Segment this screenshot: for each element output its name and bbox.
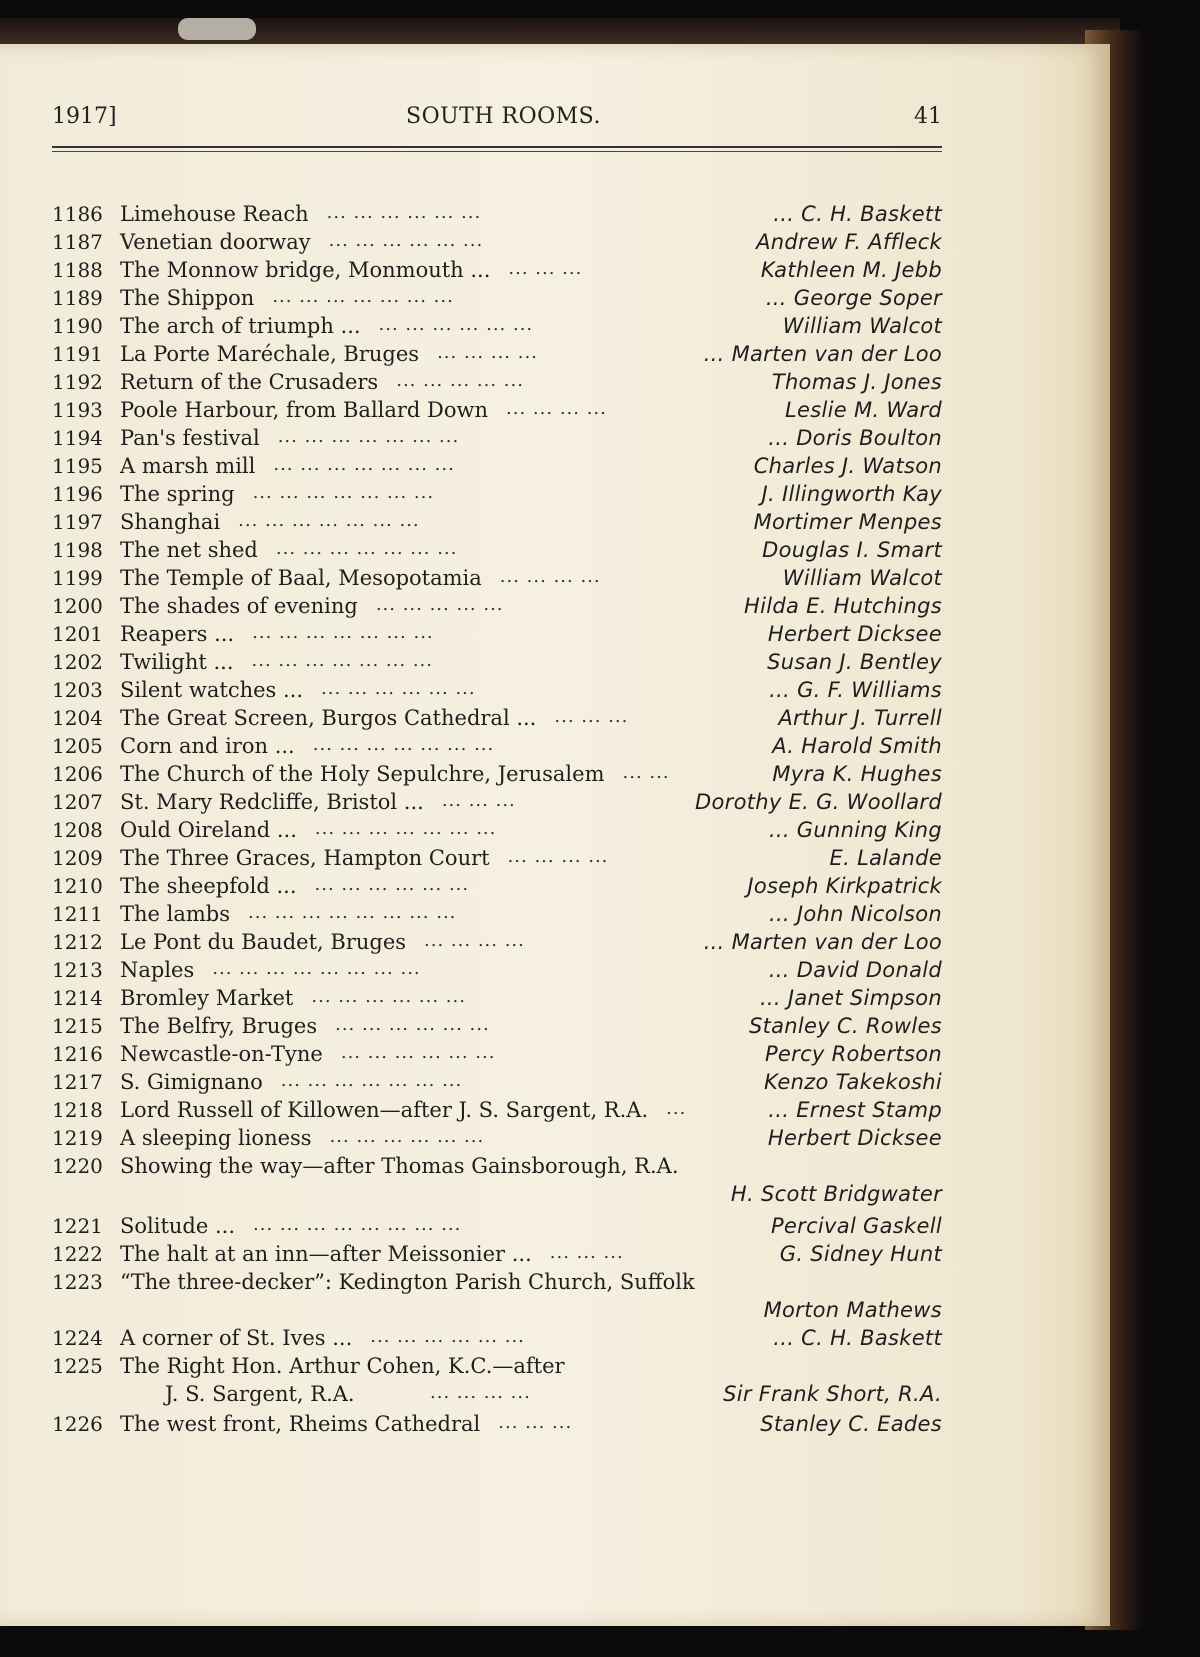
- entry-artist: H. Scott Bridgwater: [730, 1182, 942, 1206]
- entry-number: 1224: [52, 1326, 103, 1350]
- catalogue-entry: [0, 370, 1110, 399]
- entry-number: 1193: [52, 398, 103, 422]
- entry-number: 1209: [52, 846, 103, 870]
- entry-title: The Three Graces, Hampton Court: [120, 846, 490, 870]
- catalogue-entry: [0, 342, 1110, 371]
- catalogue-entry: [0, 1270, 1110, 1299]
- entry-artist: ... Ernest Stamp: [768, 1098, 942, 1122]
- entry-title: Shanghai: [120, 510, 221, 534]
- entry-number: 1192: [52, 370, 103, 394]
- header-rule-thick: [52, 146, 942, 148]
- entry-title: A sleeping lioness: [120, 1126, 312, 1150]
- leader-dots: ... ... ...: [554, 706, 629, 727]
- catalogue-entry: [0, 258, 1110, 287]
- catalogue-entry: [0, 1214, 1110, 1243]
- entry-number: 1195: [52, 454, 103, 478]
- catalogue-entry: [0, 1412, 1110, 1441]
- entry-number: 1186: [52, 202, 103, 226]
- entry-number: 1213: [52, 958, 103, 982]
- catalogue-entry: [0, 706, 1110, 735]
- entry-title: S. Gimignano: [120, 1070, 263, 1094]
- entry-number: 1197: [52, 510, 103, 534]
- entry-artist: ... Marten van der Loo: [703, 930, 942, 954]
- catalogue-entry: [0, 1098, 1110, 1127]
- catalogue-entry: [0, 398, 1110, 427]
- entry-artist: Stanley C. Eades: [760, 1412, 942, 1436]
- entry-title: Bromley Market: [120, 986, 294, 1010]
- entry-number: 1203: [52, 678, 103, 702]
- catalogue-entry: [0, 594, 1110, 623]
- leader-dots: ... ... ...: [441, 790, 516, 811]
- catalogue-entry: [0, 762, 1110, 791]
- entry-title: Venetian doorway: [120, 230, 311, 254]
- entry-title: The west front, Rheims Cathedral: [120, 1412, 481, 1436]
- entry-title: Twilight ...: [120, 650, 234, 674]
- catalogue-entry: [0, 314, 1110, 343]
- entry-artist: G. Sidney Hunt: [779, 1242, 942, 1266]
- catalogue-entry-continuation: [0, 1182, 1110, 1211]
- catalogue-entry: [0, 286, 1110, 315]
- catalogue-entry: [0, 454, 1110, 483]
- header-page-number: 41: [914, 104, 942, 129]
- catalogue-entry-continuation: [0, 1382, 1110, 1411]
- catalogue-entry: [0, 1126, 1110, 1155]
- entry-title: The Shippon: [120, 286, 255, 310]
- entry-artist: Andrew F. Affleck: [756, 230, 942, 254]
- entry-title: The Church of the Holy Sepulchre, Jerusalem: [120, 762, 605, 786]
- catalogue-entry: [0, 1354, 1110, 1383]
- leader-dots: ... ... ... ... ... ...: [329, 1126, 485, 1147]
- book-clasp: [178, 18, 256, 40]
- entry-artist: Sir Frank Short, R.A.: [723, 1382, 942, 1406]
- catalogue-entry: [0, 650, 1110, 679]
- leader-dots: ... ... ... ... ... ...: [335, 1014, 490, 1035]
- entry-number: 1194: [52, 426, 103, 450]
- leader-dots: ... ... ... ... ...: [396, 370, 524, 391]
- catalogue-entry: [0, 846, 1110, 875]
- entry-title: Pan's festival: [120, 426, 260, 450]
- catalogue-entry: [0, 230, 1110, 259]
- entry-artist: Dorothy E. G. Woollard: [695, 790, 942, 814]
- leader-dots: ... ... ... ... ... ... ...: [252, 622, 434, 643]
- catalogue-entry: [0, 538, 1110, 567]
- entry-title: The Belfry, Bruges: [120, 1014, 318, 1038]
- catalogue-entry: [0, 202, 1110, 231]
- entry-artist: Charles J. Watson: [753, 454, 942, 478]
- header-rule-thin: [52, 151, 942, 152]
- entry-title: Lord Russell of Killowen—after J. S. Sargent, R.A.: [120, 1098, 649, 1122]
- entry-artist: Herbert Dicksee: [767, 1126, 942, 1150]
- entry-artist: Leslie M. Ward: [785, 398, 942, 422]
- entry-title: The Great Screen, Burgos Cathedral ...: [120, 706, 537, 730]
- entry-number: 1190: [52, 314, 103, 338]
- entry-title: “The three-decker”: Kedington Parish Church, Suffolk: [120, 1270, 695, 1294]
- entry-number: 1201: [52, 622, 103, 646]
- entry-title: The shades of evening: [120, 594, 358, 618]
- entry-title: The spring: [120, 482, 235, 506]
- entry-title: Poole Harbour, from Ballard Down: [120, 398, 489, 422]
- entry-number: 1208: [52, 818, 103, 842]
- catalogue-entry: [0, 1070, 1110, 1099]
- entry-title: The arch of triumph ...: [120, 314, 361, 338]
- entry-number: 1198: [52, 538, 103, 562]
- catalogue-entry: [0, 678, 1110, 707]
- entry-number: 1225: [52, 1354, 103, 1378]
- entry-number: 1189: [52, 286, 103, 310]
- leader-dots: ... ... ... ... ... ... ...: [277, 426, 460, 447]
- entry-number: 1200: [52, 594, 103, 618]
- entry-number: 1221: [52, 1214, 103, 1238]
- entry-number: 1219: [52, 1126, 103, 1150]
- leader-dots: ... ...: [622, 762, 670, 783]
- leader-dots: ... ... ... ... ... ...: [314, 874, 470, 895]
- entry-artist: Morton Mathews: [763, 1298, 942, 1322]
- entry-number: 1226: [52, 1412, 103, 1436]
- entry-artist: Kathleen M. Jebb: [760, 258, 942, 282]
- entry-number: 1199: [52, 566, 103, 590]
- entry-title: Newcastle-on-Tyne: [120, 1042, 323, 1066]
- entry-title: Limehouse Reach: [120, 202, 309, 226]
- entry-artist: Myra K. Hughes: [772, 762, 942, 786]
- catalogue-entry: [0, 986, 1110, 1015]
- entry-title: The Right Hon. Arthur Cohen, K.C.—after: [120, 1354, 565, 1378]
- entry-number: 1196: [52, 482, 103, 506]
- entry-title: Silent watches ...: [120, 678, 304, 702]
- entry-title: Solitude ...: [120, 1214, 235, 1238]
- entry-artist: Stanley C. Rowles: [748, 1014, 942, 1038]
- entry-number: 1210: [52, 874, 103, 898]
- catalogue-entry: [0, 1042, 1110, 1071]
- leader-dots: ... ... ... ... ... ...: [321, 678, 476, 699]
- entry-artist: ... Gunning King: [768, 818, 942, 842]
- leader-dots: ... ... ... ...: [437, 342, 538, 363]
- leader-dots: ... ... ... ... ... ...: [328, 230, 484, 251]
- header-section-title: SOUTH ROOMS.: [406, 104, 601, 129]
- entry-artist: Mortimer Menpes: [753, 510, 942, 534]
- entry-title: The lambs: [120, 902, 231, 926]
- entry-artist: ... Janet Simpson: [759, 986, 942, 1010]
- entry-title: Le Pont du Baudet, Bruges: [120, 930, 407, 954]
- leader-dots: ... ... ...: [498, 1412, 573, 1433]
- catalogue-entry-continuation: [0, 1298, 1110, 1327]
- leader-dots: ... ... ... ... ... ...: [326, 202, 482, 223]
- entry-title: The halt at an inn—after Meissonier ...: [120, 1242, 532, 1266]
- entry-number: 1206: [52, 762, 103, 786]
- entry-number: 1218: [52, 1098, 103, 1122]
- entry-title: La Porte Maréchale, Bruges: [120, 342, 420, 366]
- catalogue-entry: [0, 734, 1110, 763]
- catalogue-entry: [0, 818, 1110, 847]
- entry-artist: William Walcot: [782, 314, 942, 338]
- catalogue-entry: [0, 1242, 1110, 1271]
- leader-dots: ... ... ... ... ... ... ... ...: [248, 902, 457, 923]
- leader-dots: ... ... ... ... ... ... ...: [275, 538, 458, 559]
- leader-dots: ... ... ...: [549, 1242, 624, 1263]
- entry-title: Return of the Crusaders: [120, 370, 379, 394]
- entry-number: 1202: [52, 650, 103, 674]
- catalogue-entry: [0, 1154, 1110, 1183]
- entry-number: 1214: [52, 986, 103, 1010]
- entry-title: The Monnow bridge, Monmouth ...: [120, 258, 491, 282]
- leader-dots: ... ... ... ... ... ...: [311, 986, 466, 1007]
- catalogue-entry: [0, 622, 1110, 651]
- leader-dots: ... ... ... ... ... ...: [340, 1042, 496, 1063]
- entry-title: St. Mary Redcliffe, Bristol ...: [120, 790, 424, 814]
- leader-dots: ... ... ... ... ... ...: [370, 1326, 525, 1347]
- entry-artist: Douglas I. Smart: [762, 538, 942, 562]
- entry-number: 1204: [52, 706, 103, 730]
- entry-title: Corn and iron ...: [120, 734, 295, 758]
- entry-artist: Joseph Kirkpatrick: [747, 874, 942, 898]
- entry-artist: Hilda E. Hutchings: [744, 594, 942, 618]
- entry-artist: E. Lalande: [829, 846, 942, 870]
- leader-dots: ... ... ... ...: [506, 398, 607, 419]
- leader-dots: ... ... ... ...: [430, 1382, 531, 1403]
- leader-dots: ... ... ... ... ... ... ...: [280, 1070, 463, 1091]
- entry-title: Reapers ...: [120, 622, 235, 646]
- entry-title-continued: J. S. Sargent, R.A.: [165, 1382, 355, 1406]
- entry-artist: Thomas J. Jones: [771, 370, 942, 394]
- page-header: [52, 104, 942, 140]
- leader-dots: ... ... ... ... ... ... ...: [252, 482, 435, 503]
- entry-artist: A. Harold Smith: [772, 734, 942, 758]
- leader-dots: ... ... ... ... ... ... ...: [251, 650, 433, 671]
- entry-artist: ... John Nicolson: [768, 902, 942, 926]
- entry-artist: Susan J. Bentley: [767, 650, 942, 674]
- leader-dots: ... ... ... ... ... ... ... ...: [253, 1214, 462, 1235]
- leader-dots: ... ... ... ... ... ... ...: [272, 286, 454, 307]
- catalogue-entry: [0, 1014, 1110, 1043]
- catalogue-entry: [0, 510, 1110, 539]
- entry-title: Naples: [120, 958, 195, 982]
- leader-dots: ... ... ... ... ... ... ... ...: [212, 958, 421, 979]
- leader-dots: ... ... ... ... ... ... ...: [314, 818, 497, 839]
- entry-artist: Percival Gaskell: [770, 1214, 942, 1238]
- entry-title: The net shed: [120, 538, 258, 562]
- leader-dots: ... ... ... ...: [499, 566, 601, 587]
- entry-artist: ... David Donald: [768, 958, 942, 982]
- entry-artist: ... George Soper: [765, 286, 942, 310]
- entry-artist: ... Marten van der Loo: [703, 342, 942, 366]
- leader-dots: ...: [666, 1098, 687, 1119]
- entry-artist: ... C. H. Baskett: [773, 202, 942, 226]
- leader-dots: ... ... ... ... ... ... ...: [238, 510, 420, 531]
- catalogue-entry: [0, 790, 1110, 819]
- entry-artist: Percy Robertson: [764, 1042, 942, 1066]
- entry-number: 1222: [52, 1242, 103, 1266]
- catalogue-entry: [0, 958, 1110, 987]
- entry-number: 1187: [52, 230, 103, 254]
- catalogue-entry: [0, 1326, 1110, 1355]
- entry-artist: J. Illingworth Kay: [761, 482, 942, 506]
- catalogue-entry: [0, 902, 1110, 931]
- entry-artist: ... Doris Boulton: [768, 426, 942, 450]
- entry-number: 1220: [52, 1154, 103, 1178]
- entry-title: Ould Oireland ...: [120, 818, 297, 842]
- entry-number: 1217: [52, 1070, 103, 1094]
- entry-artist: ... G. F. Williams: [769, 678, 942, 702]
- leader-dots: ... ... ... ... ... ...: [378, 314, 534, 335]
- leader-dots: ... ... ... ... ...: [375, 594, 504, 615]
- entry-title: The Temple of Baal, Mesopotamia: [120, 566, 482, 590]
- catalogue-entry: [0, 482, 1110, 511]
- entry-title: The sheepfold ...: [120, 874, 297, 898]
- entry-artist: ... C. H. Baskett: [773, 1326, 942, 1350]
- entry-number: 1188: [52, 258, 103, 282]
- entry-artist: Herbert Dicksee: [767, 622, 942, 646]
- leader-dots: ... ... ...: [508, 258, 583, 279]
- entry-number: 1207: [52, 790, 103, 814]
- entry-artist: William Walcot: [782, 566, 942, 590]
- leader-dots: ... ... ... ... ... ... ...: [273, 454, 455, 475]
- catalogue-entry: [0, 566, 1110, 595]
- catalogue-entry: [0, 874, 1110, 903]
- leader-dots: ... ... ... ...: [424, 930, 525, 951]
- entry-number: 1211: [52, 902, 103, 926]
- entry-number: 1212: [52, 930, 103, 954]
- catalogue-entry: [0, 426, 1110, 455]
- entry-number: 1216: [52, 1042, 103, 1066]
- entry-title: Showing the way—after Thomas Gainsborough, R.A.: [120, 1154, 679, 1178]
- entry-number: 1191: [52, 342, 103, 366]
- leader-dots: ... ... ... ...: [507, 846, 609, 867]
- catalogue-entry: [0, 930, 1110, 959]
- entry-number: 1205: [52, 734, 103, 758]
- entry-title: A corner of St. Ives ...: [120, 1326, 353, 1350]
- entry-artist: Arthur J. Turrell: [778, 706, 942, 730]
- entry-number: 1215: [52, 1014, 103, 1038]
- header-year: 1917]: [52, 104, 117, 129]
- entry-artist: Kenzo Takekoshi: [764, 1070, 942, 1094]
- entry-title: A marsh mill: [120, 454, 256, 478]
- entry-number: 1223: [52, 1270, 103, 1294]
- leader-dots: ... ... ... ... ... ... ...: [312, 734, 495, 755]
